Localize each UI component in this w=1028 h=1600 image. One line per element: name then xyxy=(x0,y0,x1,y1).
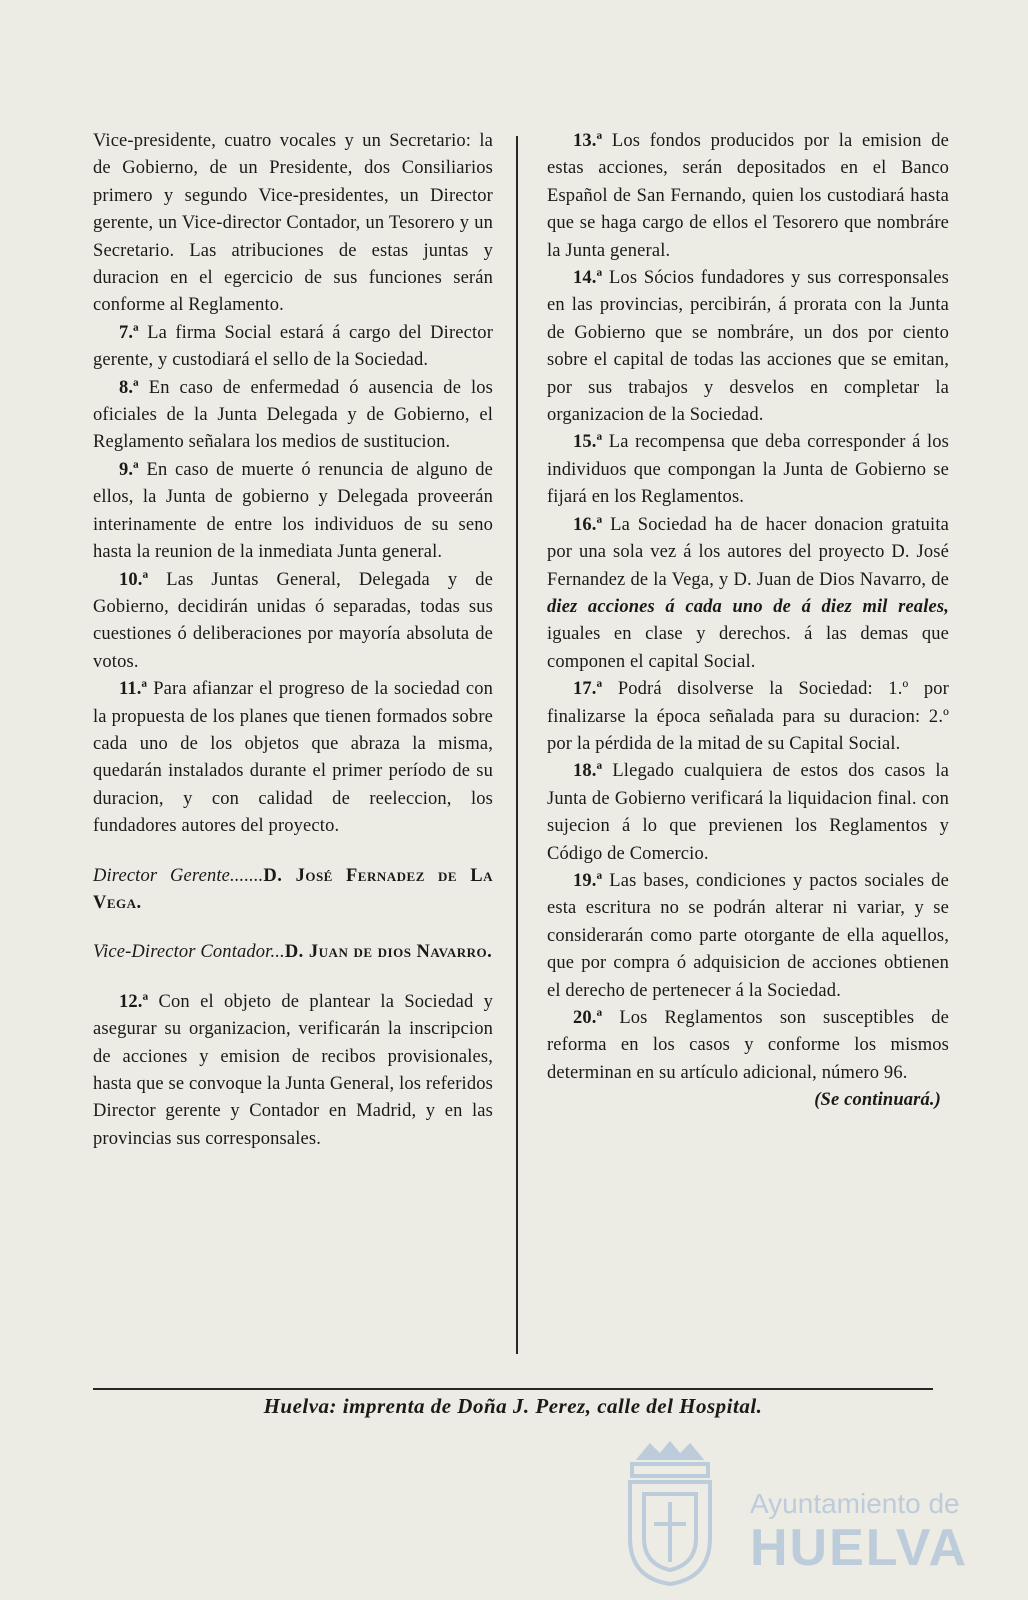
signature-vice-director xyxy=(93,939,493,966)
article-10 xyxy=(93,567,493,677)
article-text: Los Reglamentos son susceptibles de reforma en los casos y conforme los mismos determinan en su artículo adicional, número 96. xyxy=(547,1008,949,1083)
ayuntamiento-watermark xyxy=(610,1438,969,1588)
article-number: 14.ª xyxy=(573,268,603,289)
article-text: En caso de enfermedad ó ausencia de los oficiales de la Junta Delegada y de Gobierno, el Reglamento señalara los medios de sustitucion. xyxy=(93,377,494,453)
article-text: En caso de muerte ó renuncia de alguno de ellos, la Junta de gobierno y Delegada proveerán interinamente de entre los individuos de su seno hasta la reunion de la inmediata Junta general. xyxy=(93,459,493,563)
article-number: 8.ª xyxy=(119,377,139,398)
article-20 xyxy=(547,1005,949,1087)
signature-role: Vice-Director Contador... xyxy=(93,942,285,963)
article-text: Llegado cualquiera de estos dos casos la Junta de Gobierno verificará la liquidacion final. con sujecion á lo que previenen los Reglamentos y Código de Comercio. xyxy=(547,761,949,864)
huelva-coat-of-arms-icon xyxy=(610,1438,730,1588)
printer-imprint: Huelva: imprenta de Doña J. Perez, calle del Hospital. xyxy=(263,1394,763,1418)
intro-paragraph: Vice-presidente, cuatro vocales y un Secretario: la de Gobierno, de un Presidente, dos Consiliarios primero y segundo Vice-presidentes, un Director gerente, un Vice-director Contador, un Tesorero y un Secretario. Las atribuciones de estas juntas y duracion en el egercicio de sus funciones serán conforme al Reglamento. xyxy=(93,131,493,316)
article-text: Para afianzar el progreso de la sociedad con la propuesta de los planes que tienen formados sobre cada uno de los objetos que abraza la misma, quedarán instalados durante el primer período de su duracion, y con calidad de reeleccion, los fundadores autores del proyecto. xyxy=(93,679,494,837)
article-11 xyxy=(93,676,493,840)
article-number: 18.ª xyxy=(573,761,603,782)
article-17 xyxy=(547,676,949,758)
article-number: 10.ª xyxy=(119,569,149,590)
article-13 xyxy=(547,128,949,265)
article-number: 9.ª xyxy=(119,459,139,480)
signature-role: Director Gerente....... xyxy=(93,865,264,886)
article-15 xyxy=(547,429,949,511)
article-text: Las Juntas General, Delegada y de Gobierno, decidirán unidas ó separadas, todas sus cuestiones ó deliberaciones por mayoría absoluta de votos. xyxy=(93,569,494,672)
article-text: Los fondos producidos por la emision de estas acciones, serán depositados en el Banco Español de San Fernando, quien los custodiará hasta que se haga cargo de ellos el Tesorero que nombráre la Junta general. xyxy=(547,131,949,261)
article-16 xyxy=(547,512,949,676)
article-text: Podrá disolverse la Sociedad: 1.º por finalizarse la época señalada para su duracion: 2.º por la pérdida de la mitad de su Capital Social. xyxy=(547,679,949,754)
article-number: 13.ª xyxy=(573,131,603,151)
article-7 xyxy=(93,320,493,375)
article-text: Con el objeto de plantear la Sociedad y asegurar su organizacion, verificarán la inscripcion de acciones y emision de recibos provisionales, hasta que se convoque la Junta General, los referidos Director gerente y Contador en Madrid, y en las provincias sus corresponsales. xyxy=(93,991,494,1149)
article-12 xyxy=(93,989,493,1153)
article-text-b: iguales en clase y derechos. á las demas que componen el capital Social. xyxy=(547,624,949,672)
article-number: 19.ª xyxy=(573,870,603,891)
article-14 xyxy=(547,265,949,429)
article-number: 7.ª xyxy=(119,322,139,343)
column-divider xyxy=(516,136,518,1354)
article-number: 11.ª xyxy=(119,679,148,700)
watermark-line-1: Ayuntamiento de xyxy=(750,1488,960,1519)
article-text: La recompensa que deba corresponder á los individuos que compongan la Junta de Gobierno se fijará en los Reglamentos. xyxy=(547,432,949,508)
continuation-note: (Se continuará.) xyxy=(814,1090,941,1111)
signature-name: D. Juan de dios Navarro. xyxy=(284,942,493,963)
article-number: 15.ª xyxy=(573,432,603,453)
article-number: 12.ª xyxy=(119,991,149,1012)
article-text-a: La Sociedad ha de hacer donacion gratuita por una sola vez á los autores del proyecto D. José Fernandez de la Vega, y D. Juan de Dios Navarro, de xyxy=(547,514,949,590)
article-8 xyxy=(93,375,493,457)
signature-name: D. José Fernadez de La Vega. xyxy=(93,865,493,913)
article-text-italic: diez acciones á cada uno de á diez mil reales, xyxy=(547,596,949,617)
article-number: 20.ª xyxy=(573,1008,603,1028)
article-9 xyxy=(93,457,493,567)
left-column xyxy=(93,128,493,1153)
article-18 xyxy=(547,758,949,868)
article-number: 17.ª xyxy=(573,679,603,700)
article-text: La firma Social estará á cargo del Director gerente, y custodiará el sello de la Sociedad. xyxy=(93,322,493,371)
watermark-line-2: HUELVA xyxy=(750,1519,969,1577)
footer-rule xyxy=(93,1388,933,1390)
article-text: Las bases, condiciones y pactos sociales de esta escritura no se podrán alterar ni variar, y se considerarán como parte otorgante de ella aquellos, que por compra ó adquisicion de acciones obtienen el derecho de pertenecer á la Sociedad. xyxy=(547,870,949,1001)
article-text: Los Sócios fundadores y sus corresponsales en las provincias, percibirán, á prorata con la Junta de Gobierno que se nombráre, un dos por ciento sobre el capital de todas las acciones que se emitan, por sus trabajos y desvelos en completar la organizacion de la Sociedad. xyxy=(547,268,949,426)
article-number: 16.ª xyxy=(573,514,603,535)
right-column xyxy=(547,128,949,1115)
signature-director xyxy=(93,863,493,918)
article-19 xyxy=(547,868,949,1005)
